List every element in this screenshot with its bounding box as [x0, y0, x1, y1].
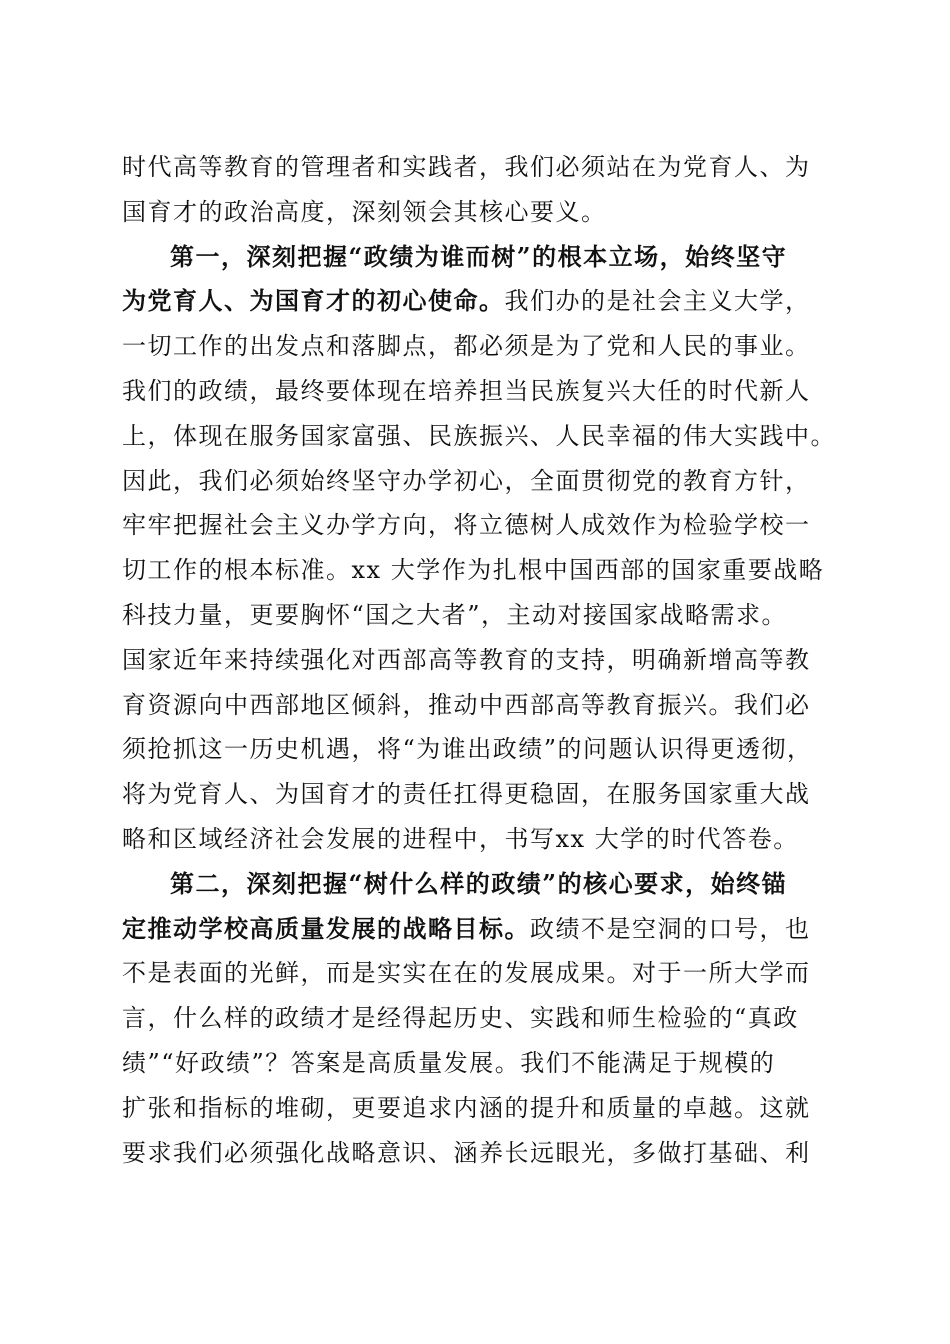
paragraph2-line-2-rest: 政绩不是空洞的口号，也 [530, 914, 811, 943]
paragraph1-line: 科技力量，更要胸怀“国之大者”，主动对接国家战略需求。 [122, 600, 788, 629]
paragraph2-line: 扩张和指标的堆砌，更要追求内涵的提升和质量的卓越。这就 [122, 1093, 811, 1122]
paragraph2-heading-text-2: 定推动学校高质量发展的战略目标。 [122, 913, 530, 943]
intro-line-1: 时代高等教育的管理者和实践者，我们必须站在为党育人、为 [122, 153, 811, 181]
paragraph2-line: 要求我们必须强化战略意识、涵养长远眼光，多做打基础、利 [122, 1138, 811, 1167]
paragraph2-line: 绩”“好政绩”？答案是高质量发展。我们不能满足于规模的 [122, 1048, 776, 1077]
paragraph2-heading-line-1 [122, 862, 834, 907]
paragraph1-line: 牢牢把握社会主义办学方向，将立德树人成效作为检验学校一 [122, 511, 811, 540]
paragraph1-heading-text-2: 为党育人、为国育才的初心使命。 [122, 286, 505, 316]
paragraph2-line-2 [122, 907, 834, 952]
paragraph1-line: 一切工作的出发点和落脚点，都必须是为了党和人民的事业。 [122, 332, 811, 361]
document-body [122, 145, 834, 1175]
paragraph1-line: 因此，我们必须始终坚守办学初心，全面贯彻党的教育方针， [122, 466, 811, 495]
paragraph1-line-2-rest: 我们办的是社会主义大学， [504, 287, 811, 316]
paragraph2-heading-text-1: 第二，深刻把握“树什么样的政绩”的核心要求，始终锚 [170, 868, 788, 898]
paragraph1-line: 将为党育人、为国育才的责任扛得更稳固，在服务国家重大战 [122, 780, 811, 809]
paragraph1-line: 育资源向中西部地区倾斜，推动中西部高等教育振兴。我们必 [122, 690, 811, 719]
paragraph1-line: 我们的政绩，最终要体现在培养担当民族复兴大任的时代新人 [122, 376, 811, 405]
paragraph1-line-2 [122, 279, 834, 324]
paragraph1-line: 须抢抓这一历史机遇，将“为谁出政绩”的问题认识得更透彻， [122, 735, 813, 764]
paragraph1-line: 上，体现在服务国家富强、民族振兴、人民幸福的伟大实践中。 [122, 421, 836, 450]
paragraph1-line: 切工作的根本标准。xx 大学作为扎根中国西部的国家重要战略 [122, 556, 825, 585]
intro-line-2: 国育才的政治高度，深刻领会其核心要义。 [122, 197, 607, 226]
paragraph1-heading-text-1: 第一，深刻把握“政绩为谁而树”的根本立场，始终坚守 [170, 241, 788, 271]
paragraph1-line: 略和区域经济社会发展的进程中，书写xx 大学的时代答卷。 [122, 824, 799, 853]
paragraph2-line: 不是表面的光鲜，而是实实在在的发展成果。对于一所大学而 [122, 959, 811, 988]
paragraph1-line: 国家近年来持续强化对西部高等教育的支持，明确新增高等教 [122, 645, 811, 674]
paragraph1-heading-line-1 [122, 235, 834, 280]
paragraph2-line: 言，什么样的政绩才是经得起历史、实践和师生检验的“真政 [122, 1004, 799, 1033]
